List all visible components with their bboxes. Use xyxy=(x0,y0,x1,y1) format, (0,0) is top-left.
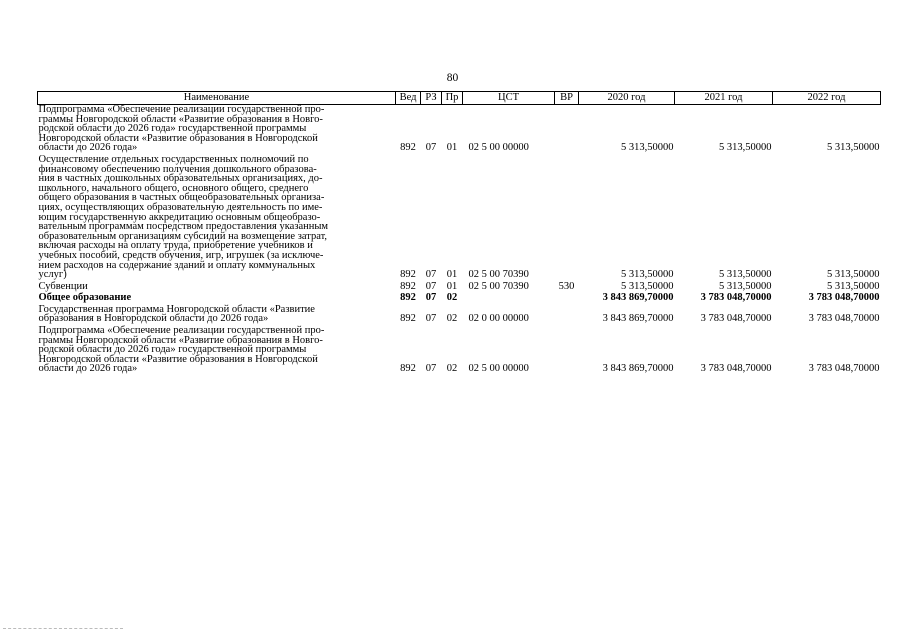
cell-y2022: 5 313,50000 xyxy=(827,280,880,292)
cell-cst: 02 5 00 00000 xyxy=(468,363,529,375)
budget-table xyxy=(37,91,881,374)
table-row xyxy=(38,105,881,153)
cell-y2022: 3 783 048,70000 xyxy=(808,363,880,375)
cell-vr xyxy=(555,291,579,303)
cell-y2021: 5 313,50000 xyxy=(719,280,772,292)
cell-y2020: 3 843 869,70000 xyxy=(602,292,674,304)
cell-pr: 02 xyxy=(446,363,458,375)
cell-y2022: 3 783 048,70000 xyxy=(808,313,880,325)
cell-y2020: 3 843 869,70000 xyxy=(602,363,674,375)
cell-y2021: 3 783 048,70000 xyxy=(700,313,772,325)
cell-ved: 892 xyxy=(400,292,416,304)
cell-ved: 892 xyxy=(400,313,416,325)
header-ved: Вед xyxy=(396,92,421,105)
header-vr: ВР xyxy=(555,92,579,105)
table-row xyxy=(38,291,881,303)
cell-rz: 07 xyxy=(425,363,437,375)
cell-y2020: 5 313,50000 xyxy=(621,280,674,292)
cell-rz: 07 xyxy=(425,269,437,281)
cell-cst: 02 5 00 70390 xyxy=(468,269,529,281)
cell-y2020: 5 313,50000 xyxy=(621,269,674,281)
cell-y2021: 3 783 048,70000 xyxy=(700,292,772,304)
cell-ved: 892 xyxy=(400,269,416,281)
header-2022: 2022 год xyxy=(773,92,881,105)
cell-cst: 02 5 00 70390 xyxy=(468,280,529,292)
header-pr: Пр xyxy=(442,92,463,105)
cell-vr xyxy=(555,303,579,324)
cell-y2022: 5 313,50000 xyxy=(827,269,880,281)
cell-y2022: 3 783 048,70000 xyxy=(808,292,880,304)
header-name: Наименование xyxy=(38,92,396,105)
table-body xyxy=(38,105,881,375)
cell-ved: 892 xyxy=(400,142,416,154)
cell-cst: 02 0 00 00000 xyxy=(468,313,529,325)
cell-name: Подпрограмма «Обеспечение реализации государственной про- граммы Новгородской области «Развитие образования в Новго- родской области до 2026 года» государственной программы Новгородской области «Развитие образования в Новгородской области до 2026 года» xyxy=(38,104,325,154)
header-2021: 2021 год xyxy=(675,92,773,105)
footer-rule xyxy=(3,628,123,629)
cell-vr xyxy=(555,153,579,280)
cell-pr: 01 xyxy=(446,280,458,292)
cell-pr: 01 xyxy=(446,269,458,281)
cell-rz: 07 xyxy=(425,292,437,304)
cell-y2021: 3 783 048,70000 xyxy=(700,363,772,375)
table-row xyxy=(38,324,881,374)
cell-vr xyxy=(555,324,579,374)
cell-y2020: 3 843 869,70000 xyxy=(602,313,674,325)
cell-ved: 892 xyxy=(400,280,416,292)
header-2020: 2020 год xyxy=(579,92,675,105)
cell-y2021: 5 313,50000 xyxy=(719,142,772,154)
cell-y2022: 5 313,50000 xyxy=(827,142,880,154)
cell-vr: 530 xyxy=(558,280,575,292)
page-number: 80 xyxy=(446,72,459,84)
cell-pr: 02 xyxy=(446,313,458,325)
cell-y2021: 5 313,50000 xyxy=(719,269,772,281)
table-row xyxy=(38,153,881,280)
header-cst: ЦСТ xyxy=(463,92,555,105)
cell-cst: 02 5 00 00000 xyxy=(468,142,529,154)
cell-y2020: 5 313,50000 xyxy=(621,142,674,154)
table-row xyxy=(38,303,881,324)
cell-rz: 07 xyxy=(425,280,437,292)
cell-pr: 02 xyxy=(446,292,458,304)
cell-name: Государственная программа Новгородской области «Развитие образования в Новгородской области до 2026 года» xyxy=(38,303,315,325)
cell-name: Осуществление отдельных государственных полномочий по финансовому обеспечению получения дошкольного образова- ния в частных дошкольных образовательных организациях, до- школьного, начального общего, основного общего, среднего общего образования в частных общеобразовательных организа- циях, осуществляющих образовательную деятельность по име- ющим государственную аккредитацию основным общеобразо- вательным программам посредством предоставления указанным образовательным организациям субсидий на возмещение затрат, включая расходы на оплату труда, приобретение учебников и учебных пособий, средств обучения, игр, игрушек (за исключе- нием расходов на содержание зданий и оплату коммунальных услуг) xyxy=(38,153,329,281)
header-rz: РЗ xyxy=(421,92,442,105)
cell-name: Субвенции xyxy=(38,280,88,292)
cell-name: Общее образование xyxy=(38,292,132,304)
table-header-row xyxy=(38,92,881,105)
cell-ved: 892 xyxy=(400,363,416,375)
cell-cst xyxy=(463,291,555,303)
cell-pr: 01 xyxy=(446,142,458,154)
table-row xyxy=(38,280,881,292)
cell-rz: 07 xyxy=(425,142,437,154)
cell-name: Подпрограмма «Обеспечение реализации государственной про- граммы Новгородской области «Развитие образования в Новго- родской области до 2026 года» государственной программы Новгородской области «Развитие образования в Новгородской области до 2026 года» xyxy=(38,325,325,375)
cell-rz: 07 xyxy=(425,313,437,325)
cell-vr xyxy=(555,105,579,153)
